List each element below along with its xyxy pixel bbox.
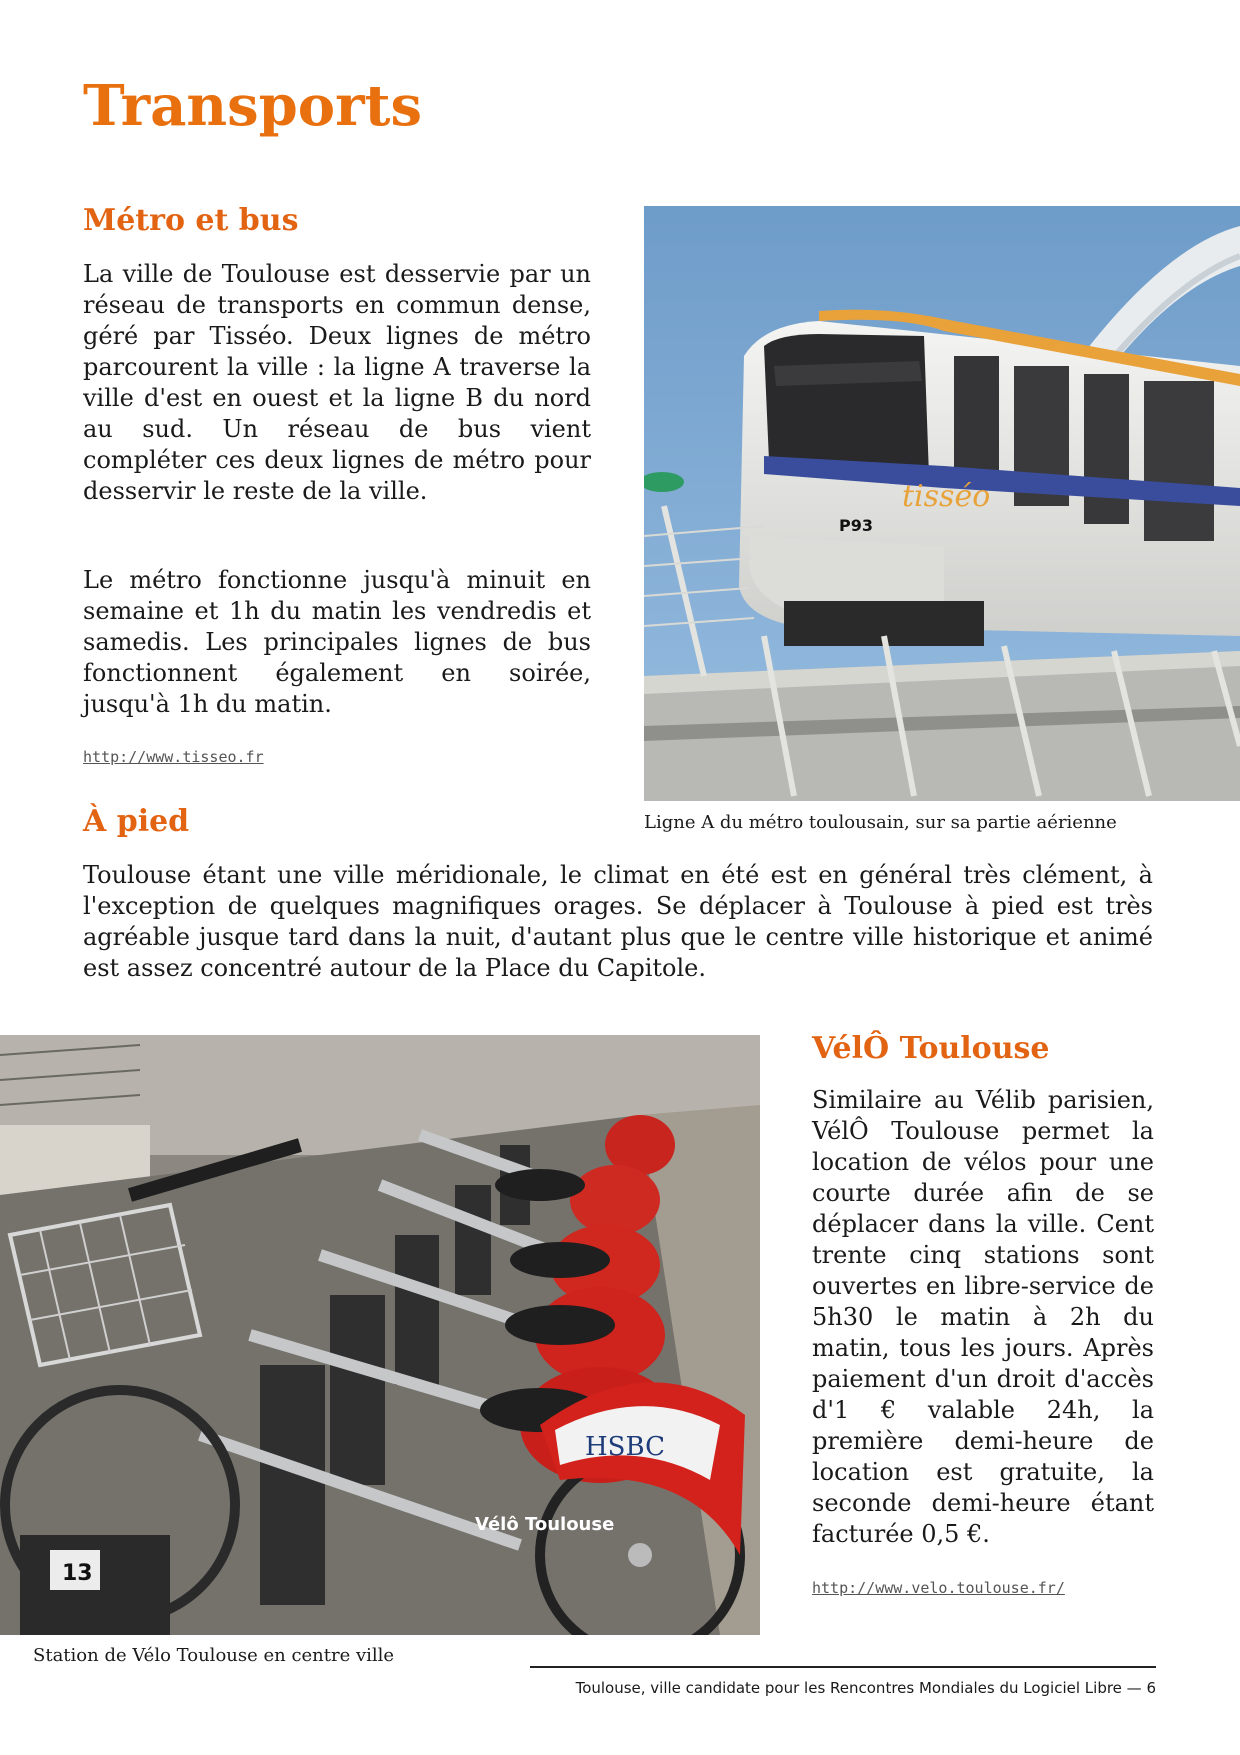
footer-rule [530, 1666, 1156, 1668]
metro-paragraph-2: Le métro fonctionne jusqu'à minuit en semaine et 1h du matin les vendredis et samedis. Les principales lignes de bus fonctionnent également en soirée, jusqu'à 1h du matin. [83, 566, 591, 718]
hsbc-logo: HSBC [585, 1432, 665, 1462]
dock-number: 13 [62, 1561, 93, 1586]
velo-logo-on-bike: Vélô Toulouse [475, 1514, 615, 1535]
page-footer: Toulouse, ville candidate pour les Rencontres Mondiales du Logiciel Libre — 6 [575, 1679, 1156, 1697]
metro-photo-caption: Ligne A du métro toulousain, sur sa partie aérienne [644, 812, 1117, 833]
velo-photo [0, 1035, 760, 1635]
velo-photo-caption: Station de Vélo Toulouse en centre ville [33, 1645, 395, 1666]
page-title: Transports [83, 73, 423, 139]
velo-link[interactable]: http://www.velo.toulouse.fr/ [812, 1579, 1065, 1597]
metro-train-image [644, 206, 1240, 801]
metro-paragraph-1: La ville de Toulouse est desservie par un réseau de transports en commun dense, géré par Tisséo. Deux lignes de métro parcourent la ville : la ligne A traverse la ville d'est en ouest et la ligne B du nord au sud. Un réseau de bus vient compléter ces deux lignes de métro pour desservir le reste de la ville. [83, 260, 591, 505]
train-number: P93 [839, 516, 873, 535]
pied-paragraph: Toulouse étant une ville méridionale, le climat en été est en général très clément, à l'exception de quelques magnifiques orages. Se déplacer à Toulouse à pied est très agréable jusque tard dans la nuit, d'autant plus que le centre ville historique et animé est assez concentré autour de la Place du Capitole. [83, 861, 1153, 982]
section-heading-metro: Métro et bus [83, 203, 299, 238]
metro-photo [644, 206, 1240, 801]
section-heading-velo: VélÔ Toulouse [812, 1031, 1050, 1066]
section-heading-pied: À pied [83, 804, 190, 839]
velo-station-image [0, 1035, 760, 1635]
tisseo-logo: tisséo [902, 479, 991, 514]
tisseo-link[interactable]: http://www.tisseo.fr [83, 748, 264, 766]
velo-paragraph: Similaire au Vélib parisien, VélÔ Toulouse permet la location de vélos pour une courte durée afin de se déplacer dans la ville. Cent trente cinq stations sont ouvertes en libre-service de 5h30 le matin à 2h du matin, tous les jours. Après paiement d'un droit d'accès d'1 € valable 24h, la première demi-heure de location est gratuite, la seconde demi-heure étant facturée 0,5 €. [812, 1086, 1154, 1548]
